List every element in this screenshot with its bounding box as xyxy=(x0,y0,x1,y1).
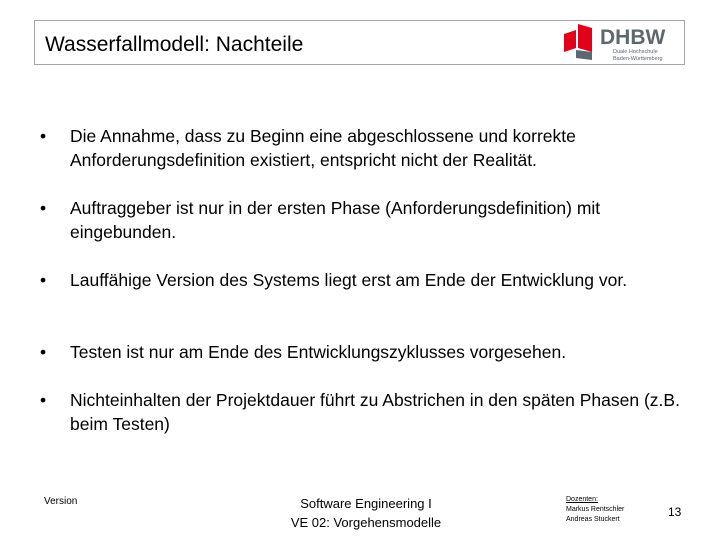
bullet-text: Nichteinhalten der Projektdauer führt zu Abstrichen in den späten Phasen (z.B. beim Testen) xyxy=(70,390,680,434)
bullet-dot: • xyxy=(40,342,47,362)
logo-subtitle-2: Baden-Württemberg xyxy=(613,56,663,62)
bullet-item xyxy=(40,388,690,436)
logo-text: DHBW xyxy=(600,26,666,49)
bullet-text: Auftraggeber ist nur in der ersten Phase (Anforderungsdefinition) mit eingebunden. xyxy=(70,198,601,242)
logo-subtitle-1: Duale Hochschule xyxy=(613,49,658,55)
bullet-dot: • xyxy=(40,270,47,290)
lecturer-name: Markus Rentschler xyxy=(566,506,625,513)
bullet-item xyxy=(40,268,690,292)
bullet-dot: • xyxy=(40,390,47,410)
page-number: 13 xyxy=(668,505,682,519)
lecturer-name: Andreas Stuckert xyxy=(566,516,620,523)
slide-title: Wasserfallmodell: Nachteile xyxy=(45,33,304,56)
course-title: Software Engineering I xyxy=(300,496,432,511)
bullet-item xyxy=(40,340,690,364)
lecturers-label: Dozenten: xyxy=(566,496,598,503)
footer-version: Version xyxy=(44,496,78,507)
dhbw-logo-mark xyxy=(562,22,682,64)
course-unit: VE 02: Vorgehensmodelle xyxy=(290,515,442,530)
bullet-item xyxy=(40,124,690,172)
bullet-dot: • xyxy=(40,126,47,146)
bullet-text: Die Annahme, dass zu Beginn eine abgeschlossene und korrekte Anforderungsdefinition existiert, entspricht nicht der Realität. xyxy=(70,126,576,170)
bullet-text: Lauffähige Version des Systems liegt erst am Ende der Entwicklung vor. xyxy=(70,270,628,290)
bullet-text: Testen ist nur am Ende des Entwicklungszyklusses vorgesehen. xyxy=(70,342,567,362)
dhbw-logo xyxy=(562,22,682,64)
footer-lecturers xyxy=(566,495,624,525)
bullet-item xyxy=(40,196,690,244)
bullet-dot: • xyxy=(40,198,47,218)
footer-course xyxy=(266,494,466,532)
